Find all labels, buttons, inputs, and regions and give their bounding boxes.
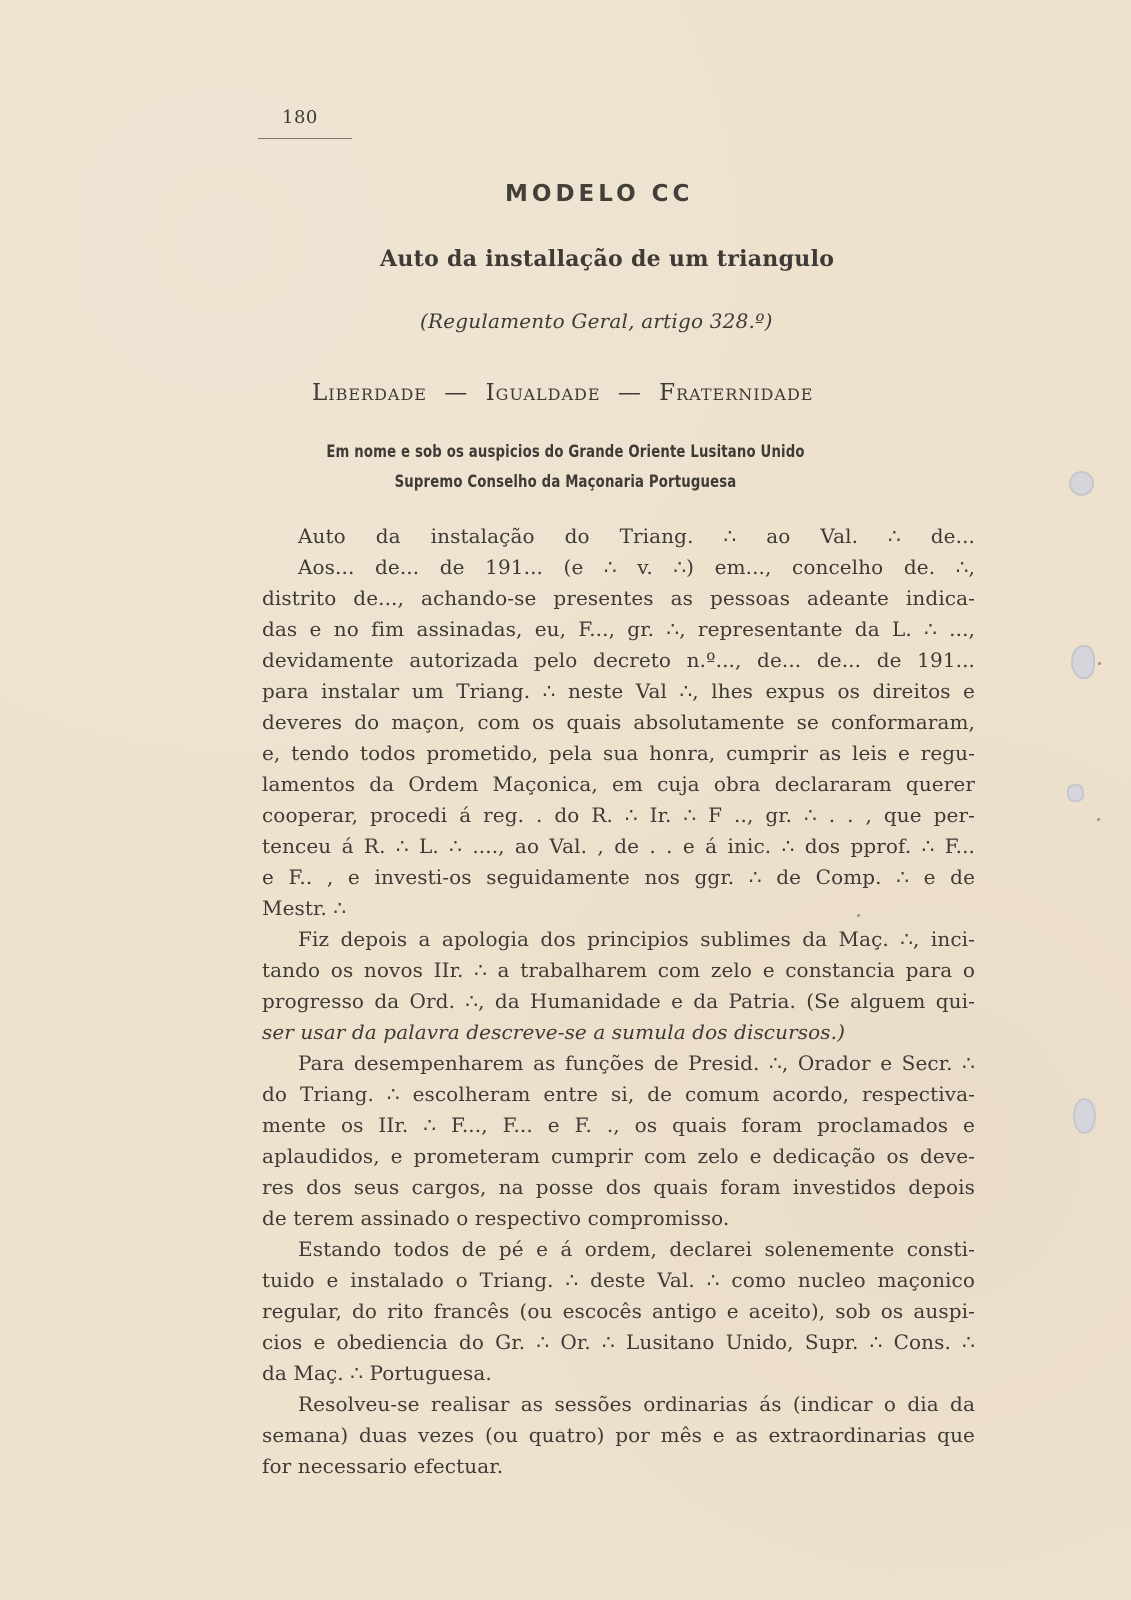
motto: [312, 380, 813, 406]
paper-speck: [1097, 818, 1100, 821]
body-line: de terem assinado o respectivo compromisso.: [262, 1206, 730, 1230]
body-line: cooperar, procedi á reg. . do R. ∴ Ir. ∴ F .., gr. ∴ . . , que per-: [262, 803, 975, 827]
body-line: para instalar um Triang. ∴ neste Val ∴, lhes expus os direitos e: [262, 679, 975, 703]
body-line: aplaudidos, e prometeram cumprir com zelo e dedicação os deve-: [262, 1144, 975, 1168]
header-line: Em nome e sob os auspicios do Grande Oriente Lusitano Unido: [326, 442, 805, 462]
motto-fraternidade: Fraternidade: [659, 380, 814, 406]
subtitle: Auto da installação de um triangulo: [380, 246, 835, 272]
body-line: das e no fim assinadas, eu, F..., gr. ∴, representante da L. ∴ ...,: [262, 617, 975, 641]
binding-hole-mark: [1073, 1098, 1096, 1134]
binding-hole-mark: [1066, 783, 1085, 803]
page-number: 180: [282, 107, 318, 128]
regulation-reference: (Regulamento Geral, artigo 328.º): [420, 309, 773, 333]
binding-hole-mark: [1065, 467, 1098, 500]
body-line: da Maç. ∴ Portuguesa.: [262, 1361, 492, 1385]
body-line: lamentos da Ordem Maçonica, em cuja obra declararam querer: [262, 772, 975, 796]
paper-speck: [1098, 662, 1101, 665]
body-line: semana) duas vezes (ou quatro) por mês e as extraordinarias que: [262, 1423, 975, 1447]
body-line: devidamente autorizada pelo decreto n.º..., de... de... de 191...: [262, 648, 975, 672]
body-line: Aos... de... de 191... (e ∴ v. ∴) em..., concelho de. ∴,: [298, 555, 975, 579]
body-line: for necessario efectuar.: [262, 1454, 504, 1478]
body-line: progresso da Ord. ∴, da Humanidade e da Patria. (Se alguem qui-: [262, 989, 975, 1013]
motto-igualdade: Igualdade: [485, 380, 601, 406]
body-line: e F.. , e investi-os seguidamente nos ggr. ∴ de Comp. ∴ e de: [262, 865, 975, 889]
header-line: Supremo Conselho da Maçonaria Portuguesa: [394, 472, 737, 492]
body-line: ser usar da palavra descreve-se a sumula dos discursos.): [262, 1020, 845, 1044]
body-line: cios e obediencia do Gr. ∴ Or. ∴ Lusitano Unido, Supr. ∴ Cons. ∴: [262, 1330, 975, 1354]
paper-speck: [857, 914, 860, 917]
motto-separator: —: [617, 380, 642, 406]
body-line: Fiz depois a apologia dos principios sublimes da Maç. ∴, inci-: [298, 927, 975, 951]
body-line: do Triang. ∴ escolheram entre si, de comum acordo, respectiva-: [262, 1082, 975, 1106]
body-line: regular, do rito francês (ou escocês antigo e aceito), sob os auspi-: [262, 1299, 975, 1323]
margin-binding-marks: [1036, 470, 1131, 1170]
body-line: res dos seus cargos, na posse dos quais foram investidos depois: [262, 1175, 975, 1199]
body-line: Resolveu-se realisar as sessões ordinarias ás (indicar o dia da: [298, 1392, 975, 1416]
body-line: e, tendo todos prometido, pela sua honra, cumprir as leis e regu-: [262, 741, 975, 765]
body-line: tando os novos IIr. ∴ a trabalharem com zelo e constancia para o: [262, 958, 975, 982]
body-line: Auto da instalação do Triang. ∴ ao Val. ∴ de...: [298, 524, 975, 548]
body-line: tuido e instalado o Triang. ∴ deste Val. ∴ como nucleo maçonico: [262, 1268, 975, 1292]
page-number-rule: [258, 138, 352, 139]
body-line: Mestr. ∴: [262, 896, 347, 920]
body-line: mente os IIr. ∴ F..., F... e F. ., os quais foram proclamados e: [262, 1113, 975, 1137]
body-line: Estando todos de pé e á ordem, declarei solenemente consti-: [298, 1237, 975, 1261]
binding-hole-mark: [1071, 645, 1095, 679]
motto-liberdade: Liberdade: [312, 380, 427, 406]
body-line: Para desempenharem as funções de Presid. ∴, Orador e Secr. ∴: [298, 1051, 975, 1075]
body-line: tenceu á R. ∴ L. ∴ ...., ao Val. , de . . e á inic. ∴ dos pprof. ∴ F...: [262, 834, 975, 858]
body-line: deveres do maçon, com os quais absolutamente se conformaram,: [262, 710, 975, 734]
model-title: MODELO CC: [505, 181, 694, 207]
motto-separator: —: [444, 380, 469, 406]
body-line: distrito de..., achando-se presentes as pessoas adeante indica-: [262, 586, 975, 610]
